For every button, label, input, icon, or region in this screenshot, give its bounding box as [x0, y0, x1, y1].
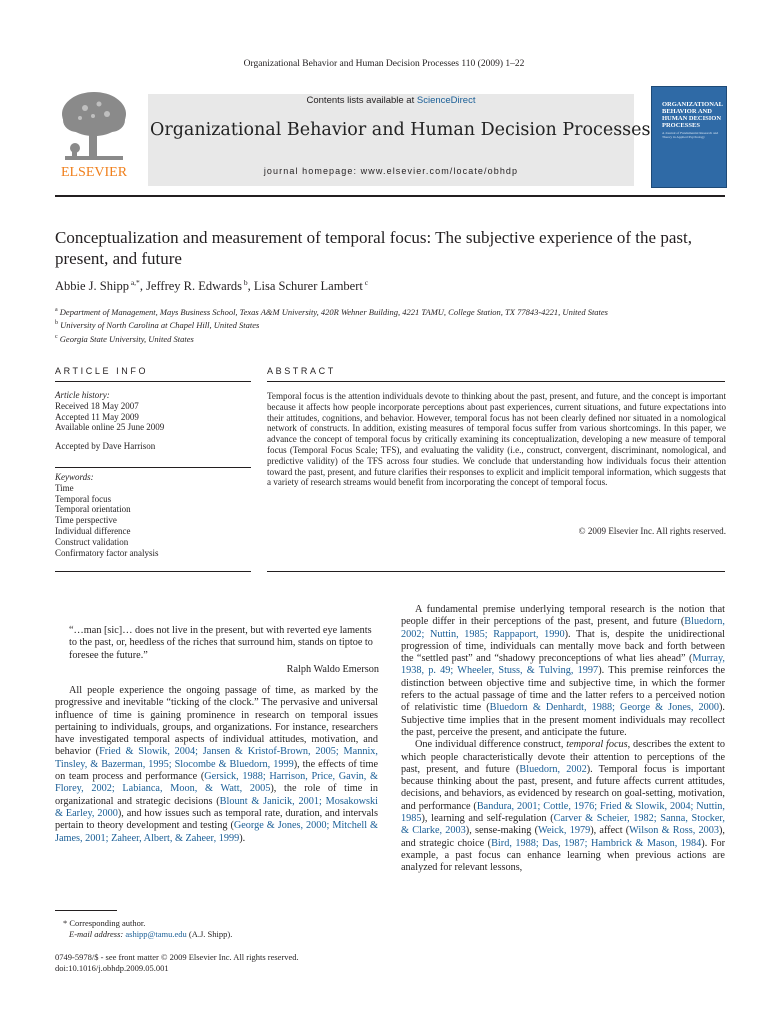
body-text: ). Subjective time implies that in the present moment individuals may recollect the past, perceive the present, and anticipate the future. [401, 702, 725, 738]
elsevier-logo [55, 86, 133, 181]
citation-link[interactable]: Murray, 1938, p. 49; Wheeler, Stuss, & Tulving, 1997 [401, 653, 725, 677]
body-text: One individual difference construct, [415, 739, 567, 751]
body-paragraph [401, 604, 725, 739]
footnote-label: Corresponding author. [69, 918, 146, 928]
citation-link[interactable]: Gersick, 1988; Harrison, Price, Gavin, & Florey, 2002; Labianca, Moon, & Watt, 2005 [55, 771, 378, 795]
citation-link[interactable]: Bluedorn & Denhardt, 1988; George & Jones, 2000 [489, 702, 720, 714]
email-label: E-mail address: [69, 929, 126, 939]
history-received: Received 18 May 2007 [55, 400, 139, 411]
abstract-bottom-rule [267, 571, 725, 572]
author-affiliation-marker: b [242, 278, 248, 287]
body-text: ), affect ( [590, 825, 630, 837]
body-text: ). That is, despite the unidirectional progression of time, individuals can mentally move back and forth between the “settled past” and “shadowy preconceptions of what lies ahead” ( [401, 628, 725, 665]
keyword: Temporal focus [55, 493, 112, 504]
citation-link[interactable]: Carver & Scheier, 1982; Sanna, Stocker, & Clarke, 2003 [401, 813, 725, 837]
footnote-rule [55, 910, 117, 911]
journal-title: Organizational Behavior and Human Decision Processes [150, 120, 651, 140]
abstract-text: Temporal focus is the attention individuals devote to thinking about the past, present, and future, and the concept is important because it affects how people incorporate perceptions about past experiences, current situations, and future expectations into their attitudes, cognitions, and behavior. However, temporal focus has not been clearly defined nor situated in a nomological network of constructs. In addition, existing measures of temporal focus suffer from various shortcomings. In this paper, we advance the concept of temporal focus by critically examining its conceptualization, developing a new measure of temporal focus (Temporal Focus Scale; TFS), and evaluating the validity (i.e., construct, convergent, discriminant, nomological, and predictive validity) of the TFS across four studies. We conclude that understanding how individuals focus their attention toward the past, present, and future clarifies their responses to explicit and implicit temporal information, which suggests that a variety of research streams would benefit from incorporating the concept of temporal focus. [267, 391, 726, 488]
citation-link[interactable]: Bird, 1988; Das, 1987; Hambrick & Mason, 1984 [491, 837, 702, 849]
body-paragraph [401, 739, 725, 874]
issn-block [55, 952, 385, 974]
contents-line [148, 95, 634, 106]
body-text: ), and how issues such as temporal rate, duration, and intervals pertain to theory development and testing ( [55, 807, 378, 832]
keywords-rule [55, 467, 251, 468]
issn-line: 0749-5978/$ - see front matter © 2009 Elsevier Inc. All rights reserved. [55, 952, 299, 962]
keyword-list [55, 483, 255, 559]
journal-cover-image [651, 86, 727, 188]
author-separator: , [247, 279, 254, 294]
citation-link[interactable]: Bluedorn, 2002 [519, 763, 587, 775]
abstract-rule [267, 381, 725, 382]
journal-citation: Organizational Behavior and Human Decision Processes 110 (2009) 1–22 [243, 59, 525, 69]
abstract-heading: ABSTRACT [267, 366, 336, 376]
affiliation-marker: a [55, 307, 58, 313]
author-affiliation-marker: c [362, 278, 369, 287]
article-info-heading: ARTICLE INFO [55, 366, 149, 376]
footnote-marker: * [63, 918, 68, 928]
body-text: , describes the extent to which people characteristically devote their attention to perceptions of the past, present, and future ( [401, 739, 725, 775]
keyword: Construct validation [55, 536, 129, 547]
affiliation-marker: b [55, 320, 58, 327]
body-text: ). For example, a past focus can enhance learning when previous actions are analyzed for relevant lessons, [401, 837, 725, 874]
keyword: Temporal orientation [55, 504, 131, 515]
body-text: ), the role of time in organizational and strategic decisions ( [55, 783, 378, 807]
sciencedirect-link[interactable]: ScienceDirect [416, 95, 476, 106]
body-text: ), the effects of time on team process and performance ( [55, 758, 378, 783]
cover-title: ORGANIZATIONAL BEHAVIOR AND HUMAN DECISION PROCESSES [662, 101, 723, 129]
header-divider [55, 195, 725, 197]
citation-link[interactable]: Blount & Janicik, 2001; Mosakowski & Earley, 2000 [55, 795, 378, 819]
keyword: Time [55, 482, 74, 493]
journal-homepage[interactable]: journal homepage: www.elsevier.com/locate/obhdp [263, 166, 519, 176]
contents-prefix: Contents lists available at [306, 95, 417, 106]
keyword: Individual difference [55, 525, 131, 536]
affiliation [55, 318, 745, 331]
body-text: ), learning and self-regulation ( [421, 813, 554, 825]
history-label: Article history: [55, 390, 110, 400]
author-name: Jeffrey R. Edwards [146, 279, 242, 294]
history-online: Available online 25 June 2009 [55, 422, 165, 433]
affiliation [55, 305, 745, 318]
corresponding-author [55, 918, 375, 929]
left-column [55, 685, 378, 845]
accepted-by: Accepted by Dave Harrison [55, 441, 156, 452]
cover-subtitle: A Journal of Fundamental Research and Theory in Applied Psychology [662, 131, 719, 140]
body-paragraph [55, 685, 378, 845]
affiliation [55, 332, 745, 345]
article-info-rule [55, 381, 251, 382]
author-separator: , [139, 279, 147, 294]
author-name: Lisa Schurer Lambert [253, 279, 363, 294]
author-affiliation-marker: a,* [128, 278, 140, 287]
body-text: ), sense-making ( [465, 825, 538, 837]
epigraph: “…man [sic]… does not live in the present, but with reverted eye laments to the past, or, heedless of the riches that surround him, stands on tiptoe to foresee the future.” [69, 625, 373, 661]
publisher-name: ELSEVIER [60, 165, 128, 180]
author-list [55, 278, 368, 294]
affiliations [55, 305, 745, 345]
affiliation-text: Georgia State University, United States [57, 333, 194, 344]
citation-link[interactable]: Wilson & Ross, 2003 [629, 825, 720, 837]
article-history [55, 390, 255, 452]
footnote [55, 918, 375, 940]
keywords [55, 472, 255, 558]
right-column [401, 604, 725, 875]
keyword: Time perspective [55, 515, 117, 526]
body-text: All people experience the ongoing passage of time, as marked by the progressive and inevitable “ticking of the clock.” The pervasive and universal influence of time is gaining prominence in research on temporal issues pertaining to individuals, groups, and organizations. For instance, researchers have investigated temporal aspects of individual attitudes, motivation, and behavior ( [55, 685, 378, 758]
emphasized-term: temporal focus [566, 739, 628, 751]
body-text: ). Temporal focus is important because thinking about the past, present, and future affects current attitudes, decisions, and behaviors, as evidenced by research on goal-setting, motivation, and performance ( [401, 763, 725, 812]
citation-link[interactable]: Fried & Slowik, 2004; Jansen & Kristof-Brown, 2005; Mannix, Tinsley, & Bazerman, 1995; Slocombe & Bluedorn, 1999 [55, 746, 378, 770]
epigraph-author: Ralph Waldo Emerson [286, 664, 379, 675]
doi-line: doi:10.1016/j.obhdp.2009.05.001 [55, 963, 169, 973]
abstract-copyright: © 2009 Elsevier Inc. All rights reserved. [578, 526, 726, 536]
email-line [55, 929, 375, 940]
body-text: ). This premise reinforces the distinction between objective time and subjective time, in which the former refers to the actual passage of time and the latter refers to a perceived notion of relativistic time ( [401, 665, 725, 714]
article-info-bottom-rule [55, 571, 251, 572]
affiliation-text: University of North Carolina at Chapel Hill, United States [58, 320, 260, 331]
citation-link[interactable]: Bandura, 2001; Cottle, 1976; Fried & Slowik, 2004; Nuttin, 1985 [401, 800, 725, 825]
citation-link[interactable]: Bluedorn, 2002; Nuttin, 1985; Rappaport, 1990 [401, 616, 725, 640]
citation-link[interactable]: Weick, 1979 [537, 825, 591, 837]
author-name: Abbie J. Shipp [55, 279, 129, 294]
email-suffix: (A.J. Shipp). [186, 929, 233, 939]
article-title: Conceptualization and measurement of temporal focus: The subjective experience of the past, present, and future [55, 228, 692, 268]
keyword: Confirmatory factor analysis [55, 547, 159, 558]
affiliation-text: Department of Management, Mays Business School, Texas A&M University, 420R Wehner Building, 4221 TAMU, College Station, TX 77843-4221, United States [57, 306, 608, 317]
keywords-label: Keywords: [55, 472, 94, 482]
email-link[interactable]: ashipp@tamu.edu [125, 929, 187, 939]
history-accepted: Accepted 11 May 2009 [55, 411, 139, 422]
body-text: A fundamental premise underlying temporal research is the notion that people differ in their perceptions of the past, present, and future ( [401, 604, 725, 628]
citation-link[interactable]: George & Jones, 2000; Mitchell & James, 2001; Zaheer, Albert, & Zaheer, 1999 [55, 820, 378, 844]
body-text: ), and strategic choice ( [401, 825, 725, 849]
affiliation-marker: c [55, 333, 58, 340]
body-text: ). [239, 832, 246, 844]
